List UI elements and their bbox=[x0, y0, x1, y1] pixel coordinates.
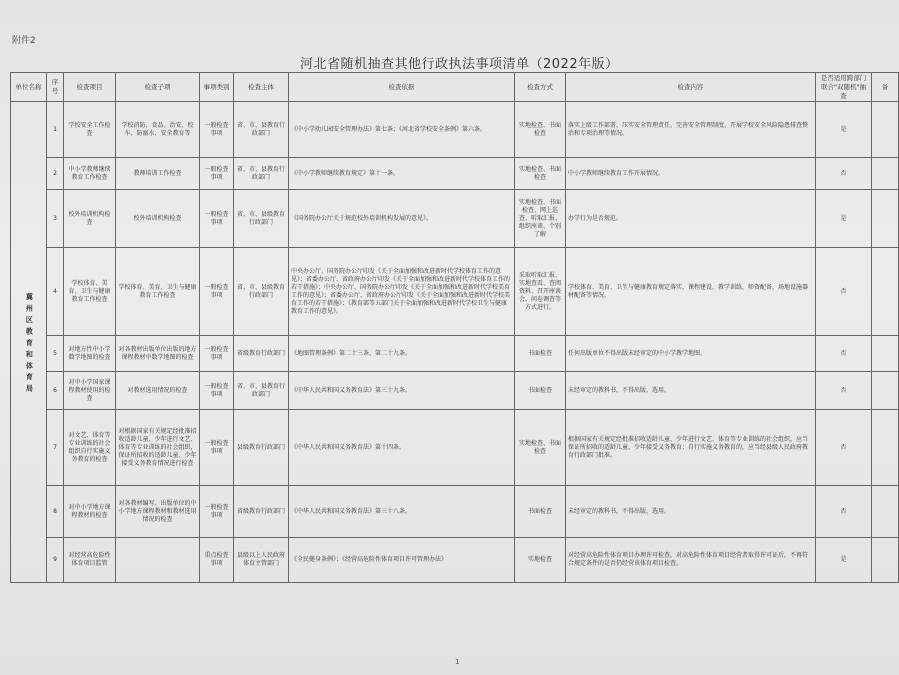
cell-method: 采取听取汇报、实地查看、查阅资料、召开座谈会、问卷调查等方式进行。 bbox=[515, 248, 566, 336]
cell-content: 未经审定的教科书，不得出版、选用。 bbox=[566, 486, 816, 538]
cell-seq: 7 bbox=[47, 410, 64, 486]
cell-subject: 省、市、县教育行政部门 bbox=[234, 158, 289, 190]
cell-item: 对地方性中小学数学地图的检查 bbox=[64, 336, 116, 372]
header-seq: 序号 bbox=[47, 73, 64, 102]
page-title: 河北省随机抽查其他行政执法事项清单（2022年版） bbox=[300, 57, 619, 72]
cell-seq: 9 bbox=[47, 538, 64, 583]
cell-remark bbox=[872, 410, 899, 486]
header-method: 检查方式 bbox=[515, 73, 566, 102]
cell-subject: 省、市、县级教育行政部门 bbox=[234, 190, 289, 248]
table-row bbox=[11, 372, 899, 410]
cell-item: 中小学教师继续教育工作检查 bbox=[64, 158, 116, 190]
cell-type: 一般检查事项 bbox=[200, 158, 234, 190]
cell-content: 未经审定的教科书，不得出版、选用。 bbox=[566, 372, 816, 410]
cell-basis: 《中小学教师继续教育规定》第十一条。 bbox=[289, 158, 515, 190]
cell-seq: 8 bbox=[47, 486, 64, 538]
cell-basis: 《国务院办公厅关于规范校外培训机构发展的意见》。 bbox=[289, 190, 515, 248]
cell-content: 落实上级工作部署，压实安全管理责任，完善安全管理制度，开展学校安全风险隐患排查整治和专项治理等情况。 bbox=[566, 102, 816, 158]
cell-type: 一般检查事项 bbox=[200, 248, 234, 336]
cell-method: 书面检查 bbox=[515, 486, 566, 538]
cell-item: 对文艺、体育等专业训练的社会组织自行实施义务教育的检查 bbox=[64, 410, 116, 486]
cell-seq: 2 bbox=[47, 158, 64, 190]
header-basis: 检查依据 bbox=[289, 73, 515, 102]
cell-joint: 是 bbox=[816, 102, 872, 158]
cell-subitem: 对根据国家有关规定经批准招收适龄儿童、少年进行文艺、体育等专业训练的社会组织，保证所招收的适龄儿童、少年接受义务教育情况进行检查 bbox=[116, 410, 200, 486]
cell-type: 一般检查事项 bbox=[200, 486, 234, 538]
page-number: 1 bbox=[455, 658, 460, 666]
table-body bbox=[11, 102, 899, 583]
cell-content: 对经营高危险性体育项目办理许可检查，对高危险性体育项目经营者取得许可证后，不再符合规定条件的是否仍经营该体育项目检查。 bbox=[566, 538, 816, 583]
table-row bbox=[11, 410, 899, 486]
cell-type: 一般检查事项 bbox=[200, 190, 234, 248]
cell-seq: 3 bbox=[47, 190, 64, 248]
cell-method: 实地检查、书面检查 bbox=[515, 410, 566, 486]
inspection-table bbox=[10, 72, 899, 583]
cell-joint: 否 bbox=[816, 372, 872, 410]
cell-basis: 《中华人民共和国义务教育法》第三十九条。 bbox=[289, 372, 515, 410]
cell-remark bbox=[872, 158, 899, 190]
cell-joint: 是 bbox=[816, 190, 872, 248]
cell-item: 对经营高危险性体育项目监管 bbox=[64, 538, 116, 583]
cell-type: 一般检查事项 bbox=[200, 372, 234, 410]
cell-seq: 6 bbox=[47, 372, 64, 410]
cell-basis: 《中华人民共和国义务教育法》第三十八条。 bbox=[289, 486, 515, 538]
cell-subitem: 学校消防、食品、治安、校车、防溺水、安全教育等 bbox=[116, 102, 200, 158]
table-row bbox=[11, 102, 899, 158]
cell-remark bbox=[872, 372, 899, 410]
cell-subject: 省级教育行政部门 bbox=[234, 486, 289, 538]
cell-content: 中小学教师继续教育工作开展情况。 bbox=[566, 158, 816, 190]
cell-subitem: 对各教材出版单位出版的地方课程教材中数学地图的检查 bbox=[116, 336, 200, 372]
table-header-row bbox=[11, 73, 899, 102]
table-row bbox=[11, 336, 899, 372]
header-item: 检查项目 bbox=[64, 73, 116, 102]
cell-basis: 中央办公厅、国务院办公厅印发《关于全面加强和改进新时代学校体育工作的意见》；省委办公厅、省政府办公厅印发《关于全面加强和改进新时代学校体育工作的若干措施》；中央办公厅、国务院办公厅印发《关于全面加强和改进新时代学校美育工作的意见》；省委办公厅、省政府办公厅印发《关于全面加强和改进新时代学校美育工作的若干措施》；《教育部等五部门关于全面加强和改进新时代学校卫生与健康教育工作的意见》。 bbox=[289, 248, 515, 336]
cell-item: 校外培训机构检查 bbox=[64, 190, 116, 248]
cell-basis: 《地图管理条例》第二十三条、第二十九条。 bbox=[289, 336, 515, 372]
cell-joint: 否 bbox=[816, 248, 872, 336]
cell-subject: 省、市、县教育行政部门 bbox=[234, 372, 289, 410]
cell-subject: 省、市、县级教育行政部门 bbox=[234, 248, 289, 336]
cell-subitem: 对教材选用情况的检查 bbox=[116, 372, 200, 410]
table-row bbox=[11, 538, 899, 583]
cell-content: 办学行为是否规范。 bbox=[566, 190, 816, 248]
cell-type: 一般检查事项 bbox=[200, 336, 234, 372]
cell-method: 实地检查、书面检查 bbox=[515, 102, 566, 158]
cell-method: 实地检查、书面检查 bbox=[515, 158, 566, 190]
cell-remark bbox=[872, 538, 899, 583]
cell-subject: 县级教育行政部门 bbox=[234, 410, 289, 486]
cell-joint: 否 bbox=[816, 158, 872, 190]
header-content: 检查内容 bbox=[566, 73, 816, 102]
cell-joint: 否 bbox=[816, 336, 872, 372]
cell-remark bbox=[872, 336, 899, 372]
cell-subject: 省、市、县教育行政部门 bbox=[234, 102, 289, 158]
cell-remark bbox=[872, 190, 899, 248]
header-joint: 是否适用跨部门联合"双随机"抽查 bbox=[816, 73, 872, 102]
cell-item: 对中小学国家课程教材使用的检查 bbox=[64, 372, 116, 410]
cell-item: 学校安全工作检查 bbox=[64, 102, 116, 158]
cell-item: 对中小学地方课程教材的检查 bbox=[64, 486, 116, 538]
cell-type: 一般检查事项 bbox=[200, 410, 234, 486]
cell-type: 一般检查事项 bbox=[200, 102, 234, 158]
cell-item: 学校体育、美育、卫生与健康教育工作检查 bbox=[64, 248, 116, 336]
header-type: 事项类别 bbox=[200, 73, 234, 102]
cell-joint: 否 bbox=[816, 410, 872, 486]
cell-basis: 《中华人民共和国义务教育法》第十四条。 bbox=[289, 410, 515, 486]
cell-subitem bbox=[116, 538, 200, 583]
cell-content: 学校体育、美育、卫生与健康教育规定落实，课程建设，教学训练，师资配备，场地设施器材配备等情况。 bbox=[566, 248, 816, 336]
cell-type: 重点检查事项 bbox=[200, 538, 234, 583]
cell-subject: 县级以上人民政府体育主管部门 bbox=[234, 538, 289, 583]
cell-remark bbox=[872, 486, 899, 538]
cell-subitem: 对各教材编写、出版单位的中小学地方课程教材和教材选用情况的检查 bbox=[116, 486, 200, 538]
cell-subitem: 教师培训工作检查 bbox=[116, 158, 200, 190]
cell-joint: 否 bbox=[816, 486, 872, 538]
cell-basis: 《全民健身条例》；《经营高危险性体育项目许可管理办法》 bbox=[289, 538, 515, 583]
department-cell: 冀 州 区 教 育 和 体 育 局 bbox=[11, 102, 47, 583]
cell-method: 实地检查、书面检查、网上巡查、听取汇报、组织座谈、个别了解 bbox=[515, 190, 566, 248]
cell-method: 书面检查 bbox=[515, 336, 566, 372]
header-remark: 备 bbox=[872, 73, 899, 102]
header-subject: 检查主体 bbox=[234, 73, 289, 102]
header-subitem: 检查子项 bbox=[116, 73, 200, 102]
cell-method: 书面检查 bbox=[515, 372, 566, 410]
header-dept: 单位名称 bbox=[11, 73, 47, 102]
table-row bbox=[11, 158, 899, 190]
cell-method: 实地检查 bbox=[515, 538, 566, 583]
table-row bbox=[11, 248, 899, 336]
cell-remark bbox=[872, 248, 899, 336]
cell-seq: 5 bbox=[47, 336, 64, 372]
cell-subitem: 学校体育、美育、卫生与健康教育工作检查 bbox=[116, 248, 200, 336]
cell-seq: 1 bbox=[47, 102, 64, 158]
cell-basis: 《中小学幼儿园安全管理办法》第七条；《河北省学校安全条例》第六条。 bbox=[289, 102, 515, 158]
cell-remark bbox=[872, 102, 899, 158]
cell-seq: 4 bbox=[47, 248, 64, 336]
table-row bbox=[11, 190, 899, 248]
attachment-label: 附件2 bbox=[12, 36, 36, 46]
cell-joint: 是 bbox=[816, 538, 872, 583]
cell-subitem: 校外培训机构检查 bbox=[116, 190, 200, 248]
cell-content: 任何出版单位不得出版未经审定的中小学教学地图。 bbox=[566, 336, 816, 372]
cell-content: 根据国家有关规定经批准招收适龄儿童、少年进行文艺、体育等专业训练的社会组织，应当保证所招收的适龄儿童、少年接受义务教育；自行实施义务教育的，应当经县级人民政府教育行政部门批准。 bbox=[566, 410, 816, 486]
cell-subject: 省级教育行政部门 bbox=[234, 336, 289, 372]
table-row bbox=[11, 486, 899, 538]
